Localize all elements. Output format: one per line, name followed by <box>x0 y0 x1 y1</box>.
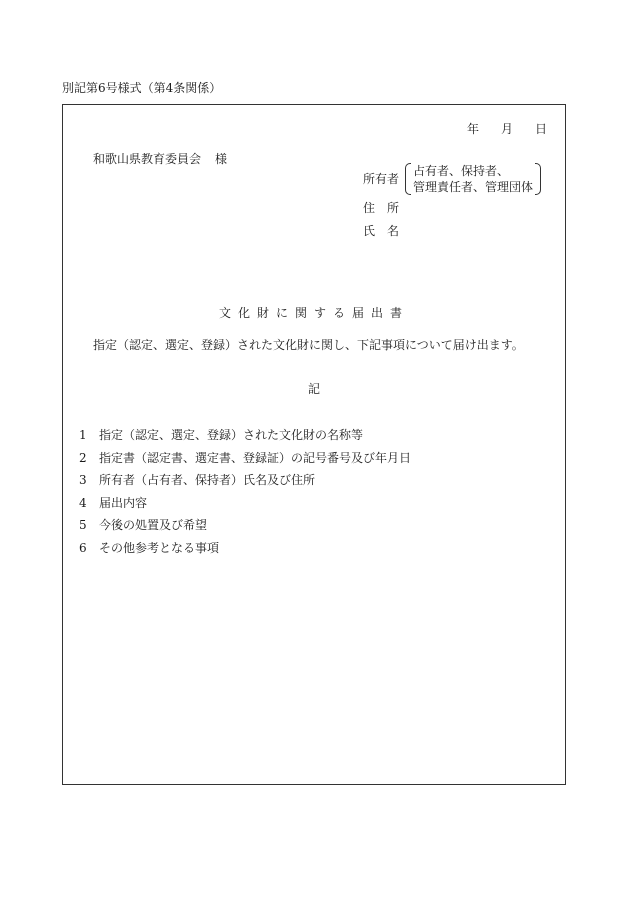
item-number: 2 <box>79 450 87 465</box>
list-item <box>79 450 411 473</box>
date-year-label: 年 <box>466 122 479 136</box>
date-day-label: 日 <box>534 122 547 136</box>
item-number: 5 <box>79 518 87 533</box>
item-text: 届出内容 <box>99 495 148 510</box>
item-text: 今後の処置及び希望 <box>99 518 208 533</box>
form-number-caption: 別記第6号様式（第4条関係） <box>62 81 222 95</box>
notification-form <box>62 104 566 785</box>
date-line <box>467 121 547 137</box>
name-label-char-1: 氏 <box>363 224 376 238</box>
item-text: 所有者（占有者、保持者）氏名及び住所 <box>99 473 316 488</box>
item-number: 4 <box>79 495 87 510</box>
item-list <box>79 427 411 563</box>
item-number: 6 <box>79 540 87 555</box>
addressee-honorific: 様 <box>215 152 228 166</box>
name-label-char-2: 名 <box>387 224 400 238</box>
list-item <box>79 472 411 495</box>
document-title: 文化財に関する届出書 <box>218 306 409 320</box>
item-text: その他参考となる事項 <box>99 540 220 555</box>
addressee <box>93 151 227 167</box>
addressee-name: 和歌山県教育委員会 <box>93 152 202 166</box>
name-label <box>363 223 399 239</box>
owner-label: 所有者 <box>363 172 400 186</box>
item-number: 3 <box>79 473 87 488</box>
address-label <box>363 200 399 216</box>
address-label-char-1: 住 <box>363 201 376 215</box>
list-item <box>79 495 411 518</box>
owner-type-options <box>405 163 541 195</box>
owner-options-line-2: 管理責任者、管理団体 <box>413 180 534 194</box>
item-number: 1 <box>79 428 87 442</box>
date-month-label: 月 <box>500 122 513 136</box>
item-text: 指定（認定、選定、登録）された文化財の名称等 <box>99 428 364 442</box>
item-text: 指定書（認定書、選定書、登録証）の記号番号及び年月日 <box>99 450 412 465</box>
list-item <box>79 517 411 540</box>
owner-options-line-1: 占有者、保持者、 <box>413 164 510 178</box>
address-label-char-2: 所 <box>387 201 400 215</box>
ki-heading: 記 <box>307 382 320 396</box>
list-item <box>79 540 411 563</box>
body-text: 指定（認定、選定、登録）された文化財に関し、下記事項について届け出ます。 <box>93 338 524 352</box>
list-item <box>79 427 411 450</box>
